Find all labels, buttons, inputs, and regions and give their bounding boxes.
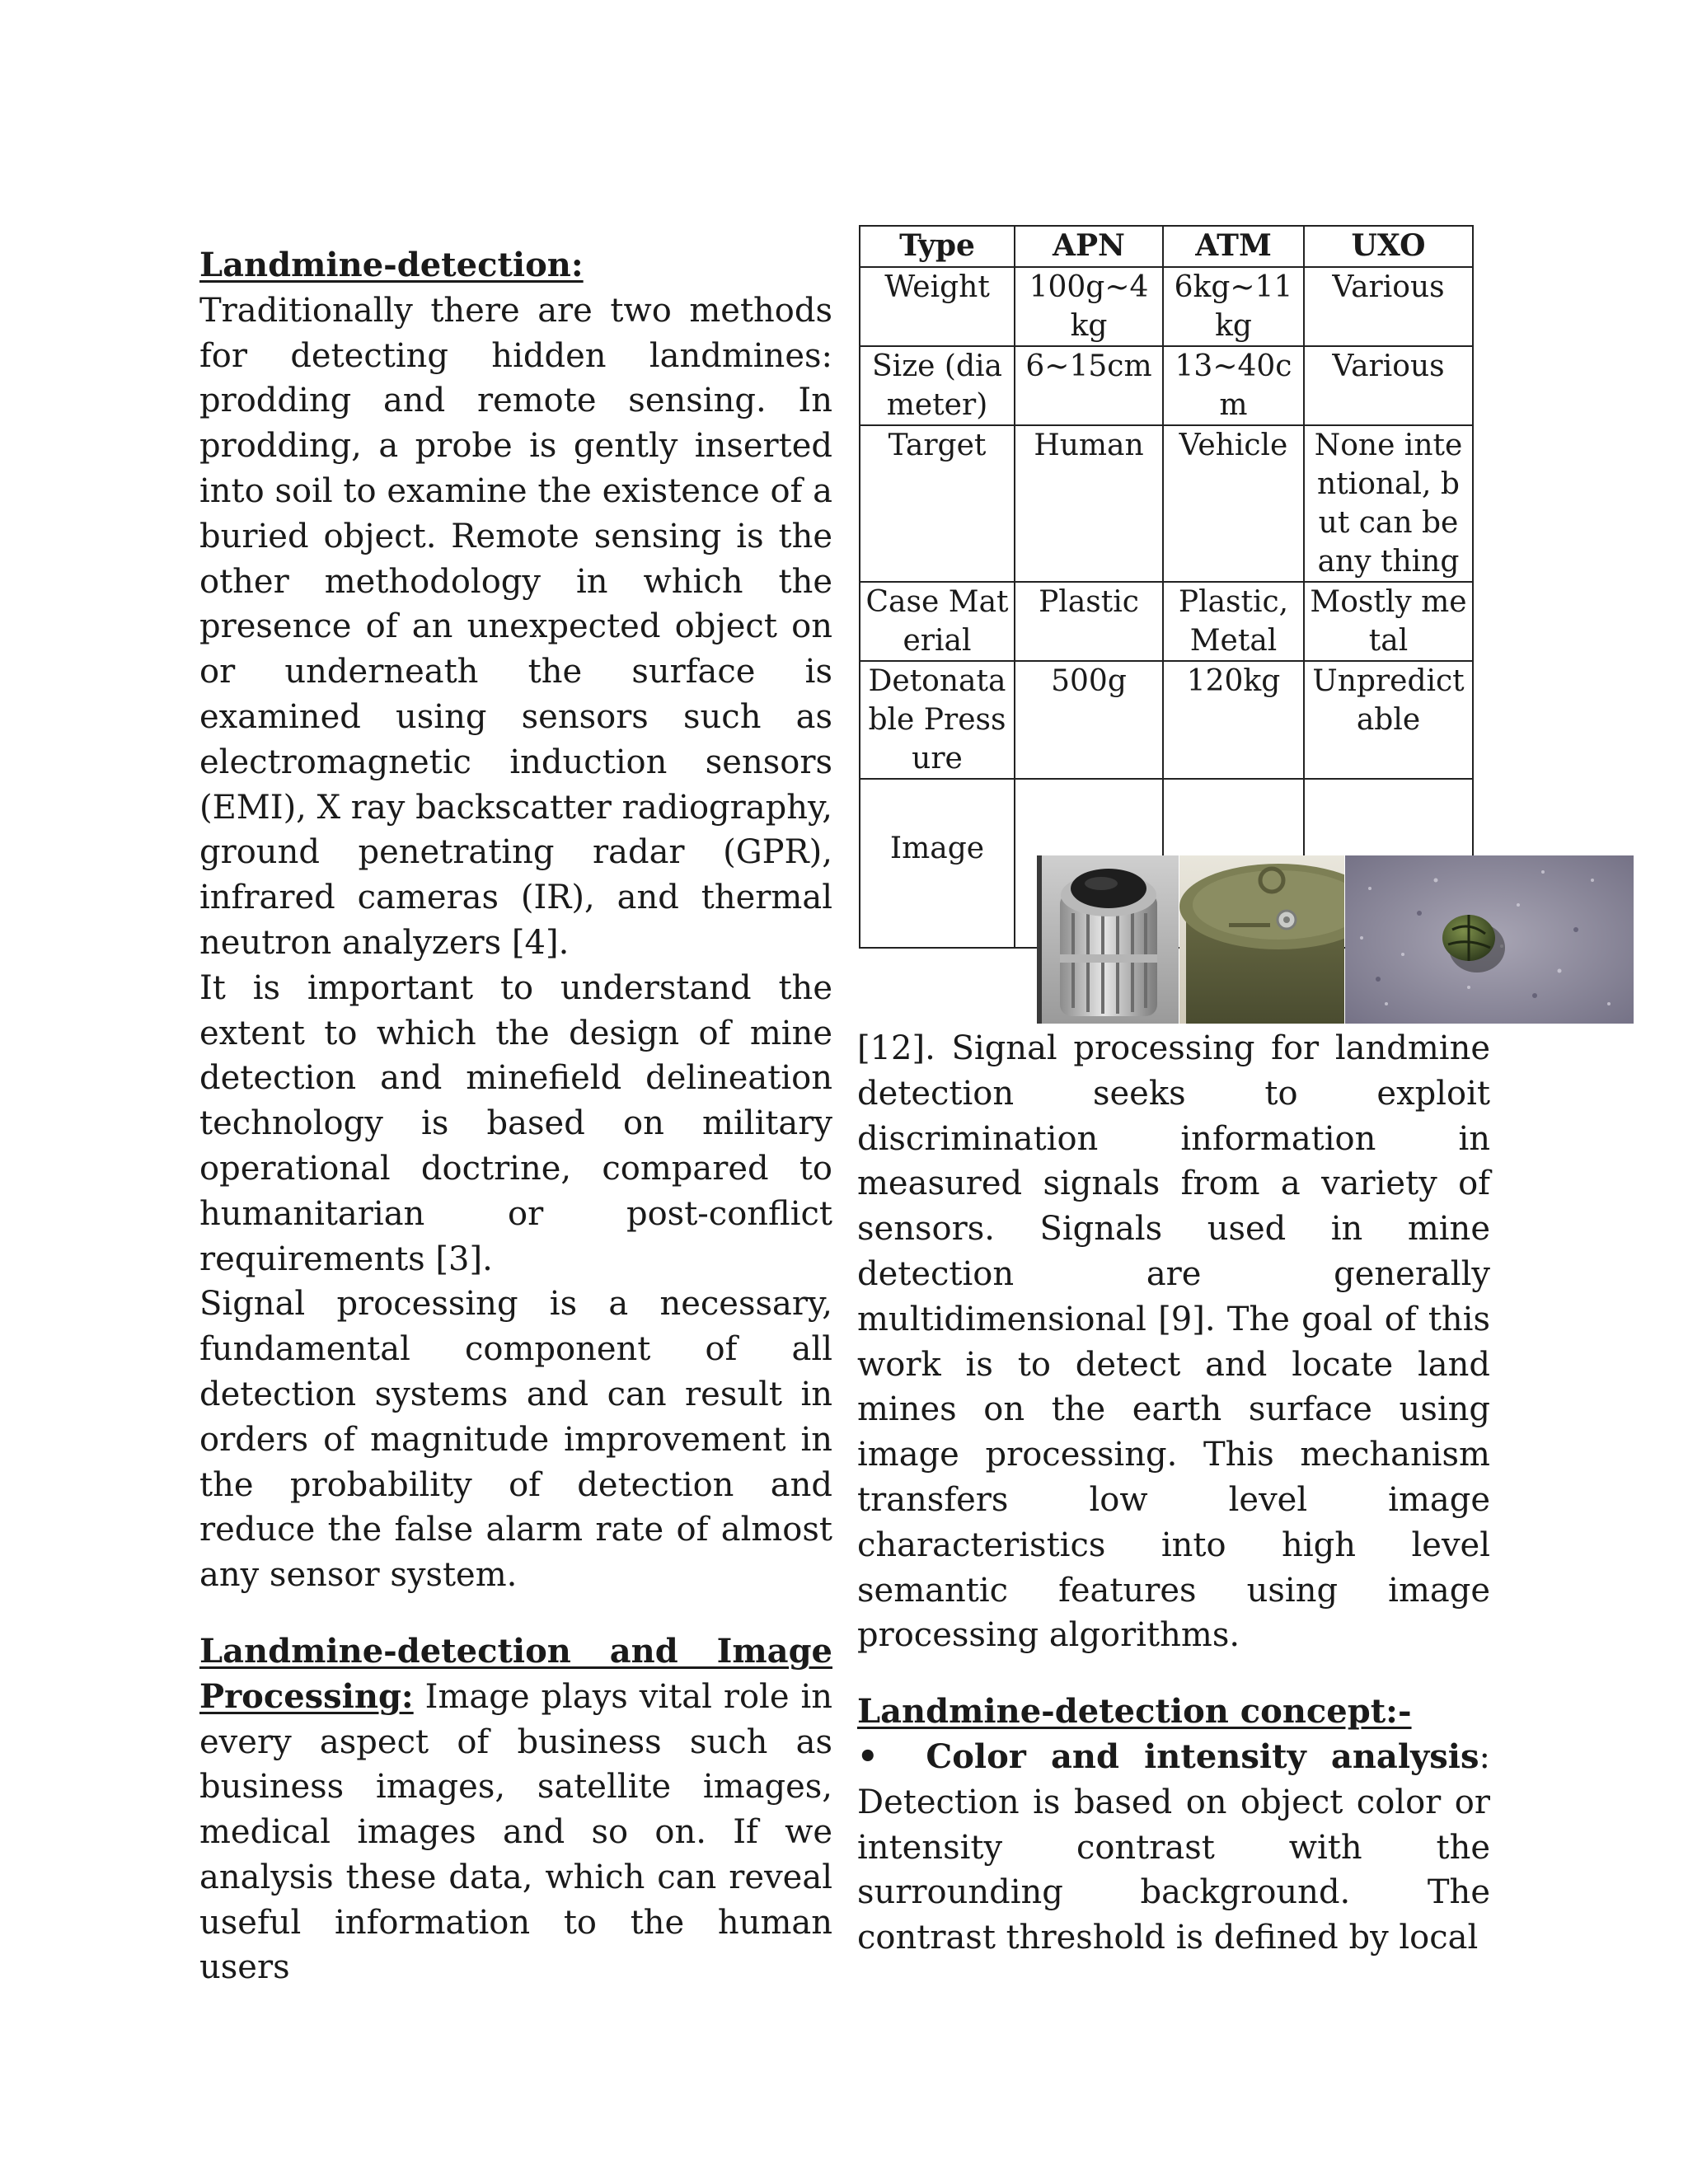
section2-paragraph [199, 1629, 832, 1990]
bullet-title: Color and intensity analysis [926, 1736, 1479, 1776]
table-header-cell: ATM [1163, 226, 1304, 267]
table-cell: 100g~4 kg [1015, 267, 1163, 346]
image-row-label: Image [889, 832, 985, 865]
paragraph-military-doctrine: It is important to understand the extent to which the design of mine detection and minefield delineation technology is based on military operational doctrine, compared to humanitarian or post-conflict requirements [3]. [199, 968, 832, 1278]
table-cell: Weight [860, 267, 1015, 346]
table-row [860, 267, 1473, 346]
table-header-row [860, 226, 1473, 267]
paragraph-signal-detection: [12]. Signal processing for landmine detection seeks to exploit discrimination information in measured signals from a variety of sensors. Signals used in mine detection are generally multidimensional [9]. The goal of this work is to detect and locate land mines on the earth surface using image processing. This mechanism transfers low level image characteristics into high level semantic features using image processing algorithms. [857, 1029, 1490, 1655]
uxo-photo [1345, 855, 1634, 1024]
bullet-colon: : [1479, 1737, 1490, 1776]
atm-mine-image [1179, 855, 1344, 1024]
paragraph-signal-processing: Signal processing is a necessary, fundamental component of all detection systems and can result in orders of magnitude improvement in the probability of detection and reduce the false alarm rate of almost any sensor system. [199, 1285, 832, 1595]
section3-paragraph [857, 1690, 1490, 1735]
table-cell: Target [860, 425, 1015, 582]
table-cell: 13~40cm [1163, 346, 1304, 425]
section1-text: Traditionally there are two methods for detecting hidden landmines: prodding and remote sensing. In prodding, a probe is gently inserted into soil to examine the existence of a buried object. Remote sensing is the other methodology in which the presence of an unexpected object on or underneath the surface is examined using sensors such as electromagnetic induction sensors (EMI), X ray backscatter radiography, ground penetrating radar (GPR), infrared cameras (IR), and thermal neutron analyzers [4]. [199, 291, 832, 962]
table-cell: 500g [1015, 661, 1163, 779]
uxo-image [1345, 855, 1634, 1024]
table-row [860, 346, 1473, 425]
table-header-cell: Type [860, 226, 1015, 267]
table-cell: Unpredictable [1304, 661, 1473, 779]
left-column [199, 243, 832, 1990]
spacer [199, 1598, 832, 1629]
table-cell: Mostly metal [1304, 582, 1473, 661]
landmine-types-table [859, 225, 1474, 949]
table-cell: Various [1304, 346, 1473, 425]
table-row [860, 661, 1473, 779]
table-cell: Case Material [860, 582, 1015, 661]
table-cell: Human [1015, 425, 1163, 582]
apn-mine-photo [1037, 855, 1179, 1024]
section2-text: Image plays vital role in every aspect of business such as business images, satellite images, medical images and so on. If we analysis these data, which can reveal useful information to the human users [199, 1677, 832, 1987]
table-header-cell: APN [1015, 226, 1163, 267]
table-row [860, 582, 1473, 661]
table-cell: Detonatable Pressure [860, 661, 1015, 779]
section1-heading: Landmine-detection: [199, 246, 584, 284]
bullet-symbol: • [857, 1736, 879, 1776]
table-cell: None intentional, but can be any thing [1304, 425, 1473, 582]
bullet-paragraph [857, 1735, 1490, 1961]
table-cell: Plastic, Metal [1163, 582, 1304, 661]
table-cell: Plastic [1015, 582, 1163, 661]
table-cell: Size (diameter) [860, 346, 1015, 425]
table-cell: Various [1304, 267, 1473, 346]
table-cell: 6kg~11 kg [1163, 267, 1304, 346]
section2-heading: Landmine-detection and Image Processing: [199, 1631, 832, 1716]
atm-mine-photo [1179, 855, 1344, 1024]
table-cell: 6~15cm [1015, 346, 1163, 425]
table-cell [860, 779, 1015, 948]
apn-mine-image [1037, 855, 1179, 1024]
right-column [857, 1026, 1490, 1961]
section1-paragraph [199, 243, 832, 966]
table-row [860, 425, 1473, 582]
table-header-cell: UXO [1304, 226, 1473, 267]
bullet-text: Detection is based on object color or intensity contrast with the surrounding background. The contrast threshold is defined by local [857, 1783, 1490, 1957]
table-cell: Vehicle [1163, 425, 1304, 582]
table-cell: 120kg [1163, 661, 1304, 779]
spacer [857, 1658, 1490, 1690]
section3-heading: Landmine-detection concept:- [857, 1692, 1412, 1732]
